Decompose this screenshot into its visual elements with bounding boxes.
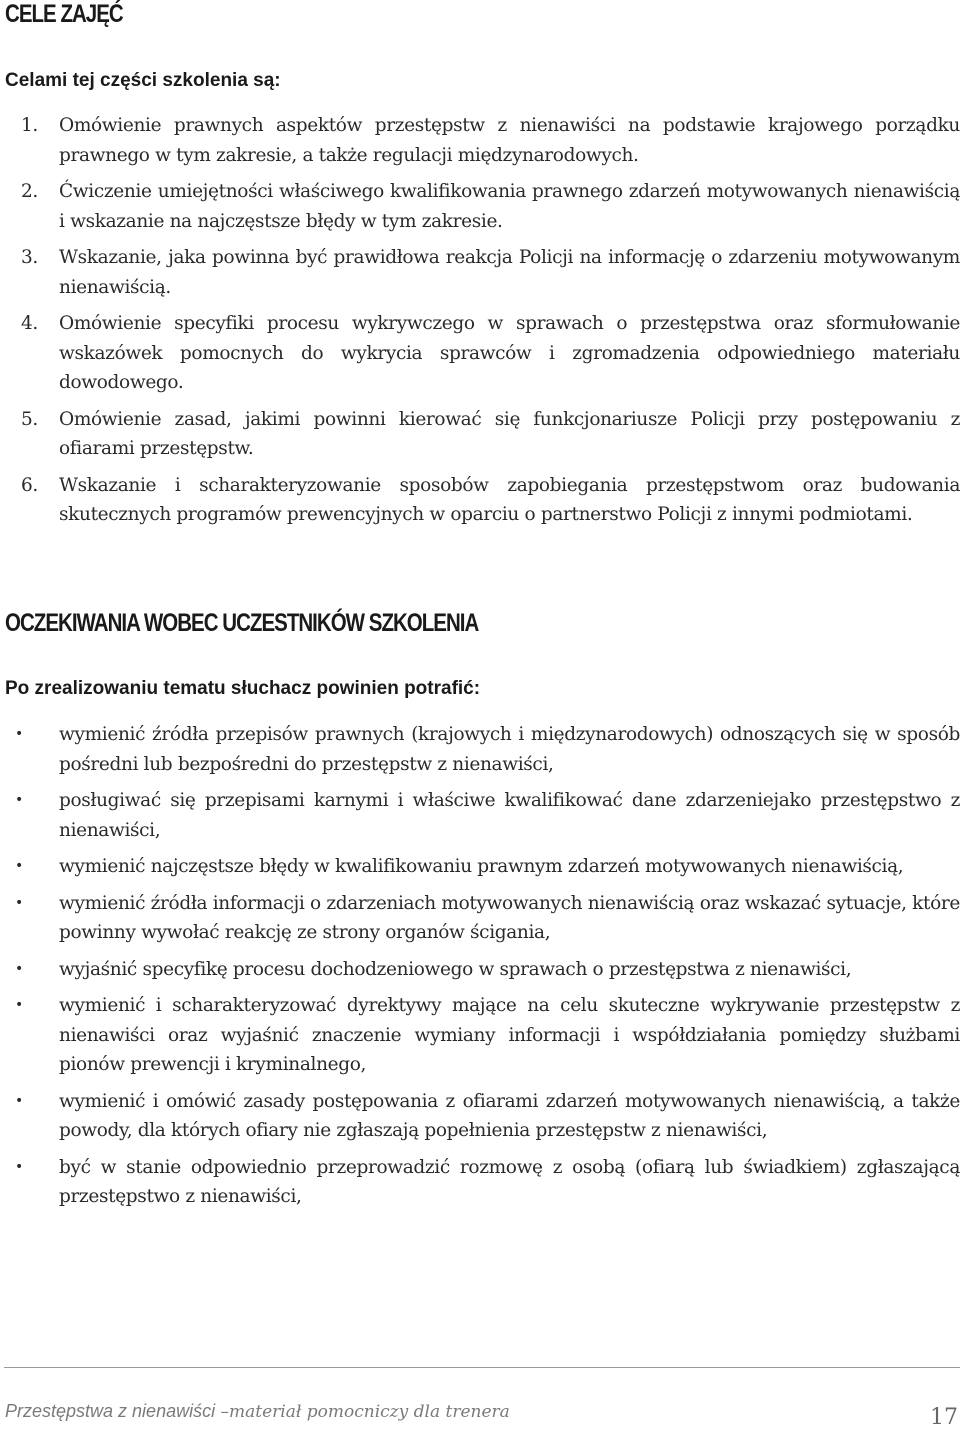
expectation-item	[0, 889, 960, 948]
goal-text: Omówienie specyfiki procesu wykrywczego w sprawach o przestępstwa oraz sformułowanie wskazówek pomocnych do wykrycia sprawców i zgromadzenia odpowiedniego materiału dowodowego.	[59, 313, 960, 393]
goal-item	[0, 309, 960, 398]
expectations-list	[0, 720, 960, 1219]
goal-text: Wskazanie, jaka powinna być prawidłowa reakcja Policji na informację o zdarzeniu motywowanym nienawiścią.	[59, 247, 960, 298]
section-heading-expectations: OCZEKIWANIA WOBEC UCZESTNIKÓW SZKOLENIA	[5, 609, 479, 637]
bullet-icon: •	[15, 1158, 23, 1175]
goal-text: Wskazanie i scharakteryzowanie sposobów zapobiegania przestępstwom oraz budowania skutecznych programów prewencyjnych w oparciu o partnerstwo Policji z innymi podmiotami.	[59, 474, 960, 525]
bullet-icon: •	[15, 894, 23, 911]
goal-item	[0, 471, 960, 530]
expectations-intro: Po zrealizowaniu tematu słuchacz powinien potrafić:	[5, 678, 481, 699]
goals-intro: Celami tej części szkolenia są:	[5, 70, 281, 91]
footer-title	[5, 1401, 510, 1422]
bullet-icon: •	[15, 1092, 23, 1109]
goal-number: 3.	[21, 247, 38, 268]
goal-number: 6.	[21, 474, 38, 496]
expectation-item	[0, 991, 960, 1080]
footer-subtitle: –materiał pomocniczy dla trenera	[215, 1402, 510, 1422]
expectation-text: wyjaśnić specyfikę procesu dochodzeniowego w sprawach o przestępstwa z nienawiści,	[59, 958, 852, 980]
expectation-item	[0, 1153, 960, 1212]
goal-text: Omówienie prawnych aspektów przestępstw z nienawiści na podstawie krajowego porządku prawnego w tym zakresie, a także regulacji międzynarodowych.	[59, 115, 960, 166]
goal-number: 4.	[21, 313, 38, 334]
bullet-icon: •	[15, 960, 23, 977]
goals-list	[0, 111, 960, 537]
expectation-text: wymienić źródła przepisów prawnych (krajowych i międzynarodowych) odnoszących się w sposób pośredni lub bezpośredni do przestępstw z nienawiści,	[59, 724, 960, 775]
expectation-item	[0, 852, 960, 882]
goal-number: 1.	[21, 115, 38, 136]
footer-divider	[4, 1367, 960, 1368]
bullet-icon: •	[15, 997, 23, 1013]
goal-item	[0, 111, 960, 170]
goal-number: 5.	[21, 408, 38, 430]
footer-title-main: Przestępstwa z nienawiści	[5, 1401, 216, 1421]
expectation-item	[0, 786, 960, 845]
expectation-item	[0, 1087, 960, 1146]
section-heading-goals: CELE ZAJĘĆ	[5, 0, 123, 28]
goal-item	[0, 405, 960, 464]
expectation-item	[0, 720, 960, 779]
expectation-text: wymienić i omówić zasady postępowania z ofiarami zdarzeń motywowanych nienawiścią, a także powody, dla których ofiary nie zgłaszają popełnienia przestępstw z nienawiści,	[59, 1090, 960, 1141]
goal-number: 2.	[21, 181, 38, 202]
bullet-icon: •	[15, 792, 23, 808]
goal-item	[0, 243, 960, 302]
page-number: 17	[930, 1405, 958, 1430]
expectation-text: posługiwać się przepisami karnymi i właściwe kwalifikować dane zdarzeniejako przestępstwo z nienawiści,	[59, 790, 960, 841]
expectation-text: wymienić najczęstsze błędy w kwalifikowaniu prawnym zdarzeń motywowanych nienawiścią,	[59, 856, 904, 877]
goal-text: Ćwiczenie umiejętności właściwego kwalifikowania prawnego zdarzeń motywowanych nienawiścią i wskazanie na najczęstsze błędy w tym zakresie.	[59, 181, 960, 232]
bullet-icon: •	[15, 726, 23, 742]
expectation-text: wymienić źródła informacji o zdarzeniach motywowanych nienawiścią oraz wskazać sytuacje, które powinny wywołać reakcję ze strony organów ścigania,	[59, 892, 960, 943]
goal-text: Omówienie zasad, jakimi powinni kierować się funkcjonariusze Policji przy postępowaniu z ofiarami przestępstw.	[59, 408, 960, 459]
goal-item	[0, 177, 960, 236]
expectation-text: wymienić i scharakteryzować dyrektywy mające na celu skuteczne wykrywanie przestępstw z nienawiści oraz wyjaśnić znaczenie wymiany informacji i współdziałania pomiędzy służbami pionów prewencji i kryminalnego,	[59, 995, 960, 1075]
expectation-text: być w stanie odpowiednio przeprowadzić rozmowę z osobą (ofiarą lub świadkiem) zgłaszającą przestępstwo z nienawiści,	[59, 1156, 960, 1207]
expectation-item	[0, 955, 960, 985]
bullet-icon: •	[15, 858, 23, 874]
